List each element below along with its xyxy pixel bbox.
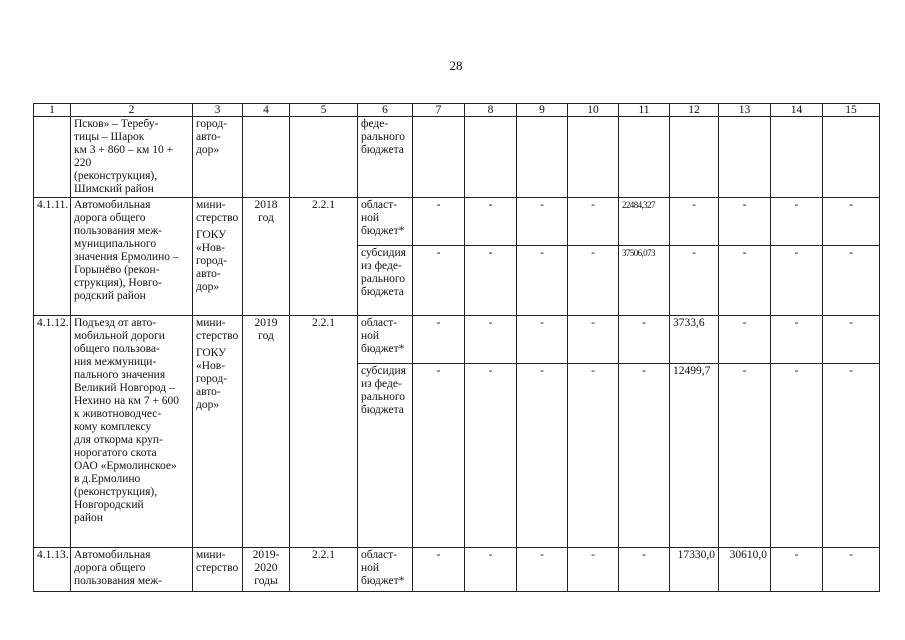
target-code: 2.2.1 [290,316,358,548]
executor [193,198,243,316]
amount-cell: 12499,7 [670,364,719,548]
amount-cell: - [568,364,619,548]
amount-cell: - [517,316,568,364]
column-number: 8 [465,104,517,117]
executor-secondary: ГОКУ «Нов- город- авто- дор» [196,229,228,293]
period: 2019 год [243,316,290,548]
amount-cell: - [413,316,465,364]
amount-cell: - [719,364,771,548]
amount-cell: - [823,364,880,548]
target-code: 2.2.1 [290,548,358,592]
amount-cell: - [568,198,619,246]
amount-cell: - [771,548,823,592]
table-row [34,117,880,198]
amount-cell: - [465,548,517,592]
page-number: 28 [449,58,463,73]
object-name: Автомобильная дорога общего пользования меж- муниципального значения Ермолино – Горынёво (рекон- струкция), Новго- родский район [71,198,193,316]
amount-cell: - [619,364,670,548]
amount-cell: - [413,198,465,246]
budget-table [33,103,880,592]
column-number: 13 [719,104,771,117]
amount-cell: 22484,327 [619,198,670,246]
object-name: Автомобильная дорога общего пользования меж- [71,548,193,592]
table-row [34,316,880,364]
period: 2019- 2020 годы [243,548,290,592]
amount-cell: - [465,198,517,246]
amount-cell: - [413,548,465,592]
amount-cell: - [517,198,568,246]
amount-cell: - [670,246,719,316]
object-name: Псков» – Теребу- тицы – Шарок км 3 + 860 – км 10 + 220 (реконструкция), Шимский район [71,117,193,198]
column-number: 4 [243,104,290,117]
item-number: 4.1.13. [34,548,71,592]
funding-source: област- ной бюджет* [358,316,413,364]
column-number: 6 [358,104,413,117]
amount-cell: - [465,316,517,364]
amount-cell: - [719,246,771,316]
amount-cell: 37506,073 [619,246,670,316]
target-code: 2.2.1 [290,198,358,316]
executor [193,316,243,548]
table-row [34,548,880,592]
period: 2018 год [243,198,290,316]
amount-cell: - [465,364,517,548]
amount-cell: - [465,246,517,316]
amount-cell: - [413,246,465,316]
column-number: 15 [823,104,880,117]
amount-cell: - [771,364,823,548]
column-number: 5 [290,104,358,117]
column-number: 7 [413,104,465,117]
column-number: 14 [771,104,823,117]
column-number: 9 [517,104,568,117]
amount-cell: - [823,246,880,316]
amount-cell: - [619,316,670,364]
funding-source: субсидия из феде- рального бюджета [358,246,413,316]
amount-cell: - [568,316,619,364]
column-number: 2 [71,104,193,117]
column-number: 3 [193,104,243,117]
column-number: 12 [670,104,719,117]
amount-cell: - [719,316,771,364]
amount-cell: - [823,198,880,246]
amount-cell: - [823,548,880,592]
column-number-row [34,104,880,117]
amount-cell: - [823,316,880,364]
executor-primary: мини- стерство [193,548,243,592]
executor: город- авто- дор» [193,117,243,198]
amount-cell: 3733,6 [670,316,719,364]
funding-source: феде- рального бюджета [358,117,413,198]
executor-secondary: ГОКУ «Нов- город- авто- дор» [196,347,228,411]
amount-cell: - [517,548,568,592]
amount-cell: - [670,198,719,246]
amount-cell: - [517,246,568,316]
amount-cell: - [619,548,670,592]
funding-source: субсидия из феде- рального бюджета [358,364,413,548]
item-number: 4.1.12. [34,316,71,548]
item-number: 4.1.11. [34,198,71,316]
executor-primary: мини- стерство [196,199,239,224]
amount-cell: - [771,316,823,364]
amount-cell: - [568,548,619,592]
amount-cell: - [771,246,823,316]
executor-primary: мини- стерство [196,317,239,342]
funding-source: област- ной бюджет* [358,198,413,246]
funding-source: област- ной бюджет* [358,548,413,592]
amount-cell: 30610,0 [719,548,771,592]
amount-cell: - [568,246,619,316]
object-name: Подъезд от авто- мобильной дороги общего пользова- ния межмуници- пального значения Великий Новгород – Нехино на км 7 + 600 к животноводчес- кому комплексу для откорма круп- норогатого скота ОАО «Ермолинское» в д.Ермолино (реконструкция), Новгородский район [71,316,193,548]
column-number: 11 [619,104,670,117]
table-row [34,198,880,246]
amount-cell: - [771,198,823,246]
amount-cell: - [517,364,568,548]
amount-cell: - [413,364,465,548]
column-number: 1 [34,104,71,117]
column-number: 10 [568,104,619,117]
amount-cell: 17330,0 [670,548,719,592]
amount-cell: - [719,198,771,246]
